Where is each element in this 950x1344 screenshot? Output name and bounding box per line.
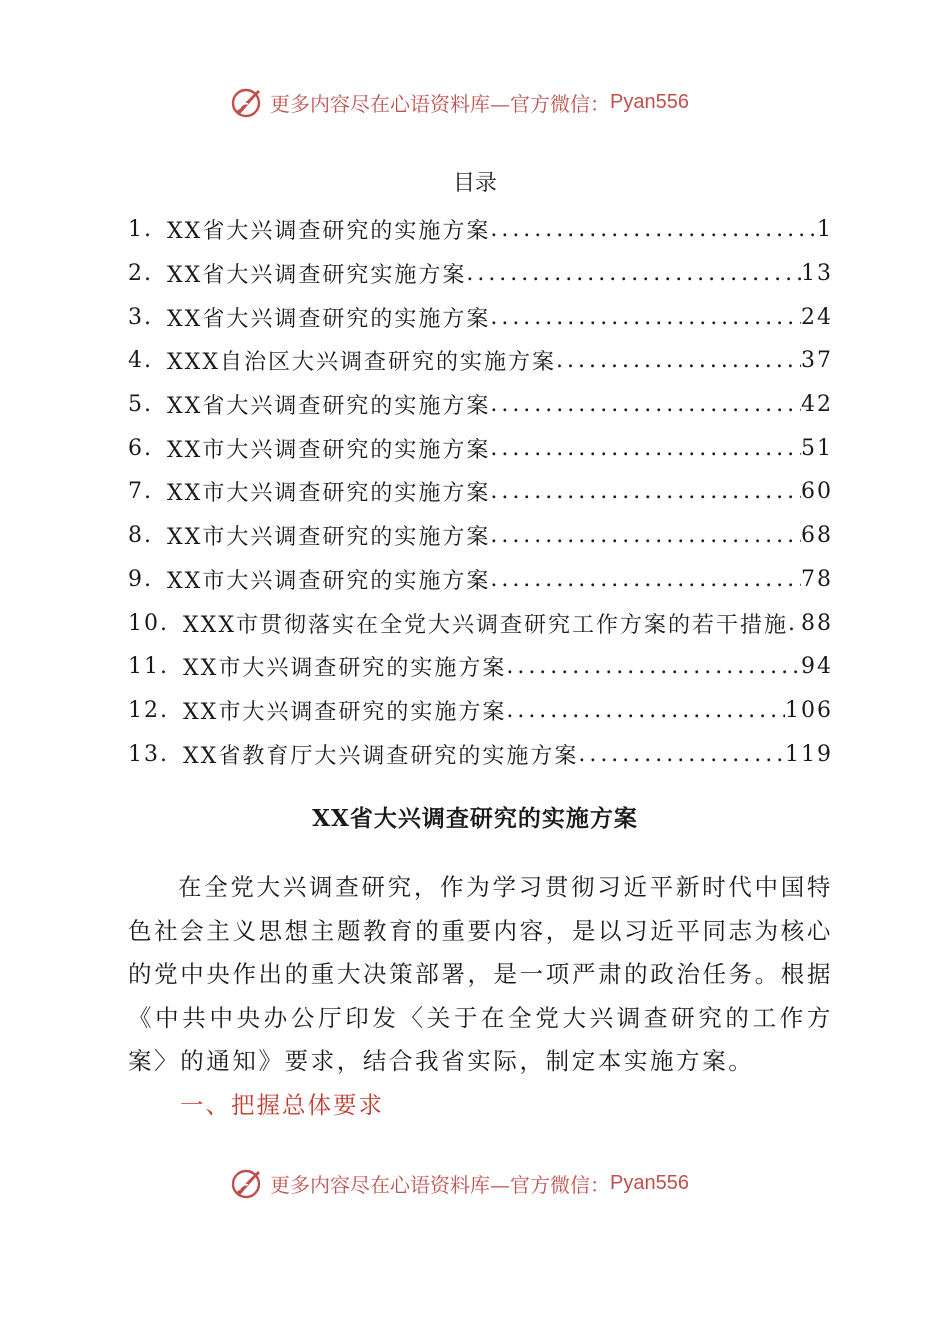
banner-text: 更多内容尽在心语资料库—官方微信：: [270, 91, 610, 116]
toc-entry[interactable]: [128, 470, 833, 514]
toc-entry-title: XX市大兴调查研究的实施方案: [167, 525, 491, 551]
toc-entry-number: 7.: [128, 479, 153, 505]
toc-entry-title: XX市大兴调查研究的实施方案: [183, 699, 507, 725]
toc-entry-page: 88: [801, 610, 833, 636]
section-heading: 一、把握总体要求: [180, 1091, 384, 1119]
toc-entry-title: XX省教育厅大兴调查研究的实施方案: [183, 743, 579, 769]
toc-entry-number: 8.: [128, 523, 153, 549]
toc-leader-dots: [490, 479, 801, 504]
toc-entry-page: 119: [785, 741, 833, 767]
toc-entry[interactable]: [128, 295, 833, 339]
toc-entry[interactable]: [128, 601, 833, 645]
toc-entry-number: 13.: [128, 741, 169, 767]
toc-leader-dots: [556, 348, 801, 373]
toc-entry-page: 13: [801, 261, 833, 287]
wechat-id: Pyan556: [610, 1171, 689, 1194]
toc-entry[interactable]: [128, 732, 833, 776]
toc-leader-dots: [578, 742, 785, 767]
body-paragraph: 在全党大兴调查研究，作为学习贯彻习近平新时代中国特色社会主义思想主题教育的重要内容，是以习近平同志为核心的党中央作出的重大决策部署，是一项严肃的政治任务。根据《中共中央办公厅印发〈关于在全党大兴调查研究的工作方案〉的通知》要求，结合我省实际，制定本实施方案。: [128, 873, 833, 1076]
toc-leader-dots: [466, 261, 801, 286]
toc-leader-dots: [490, 392, 801, 417]
pen-logo-icon: [230, 1165, 266, 1201]
toc-list: [128, 208, 833, 776]
toc-entry-number: 2.: [128, 261, 153, 287]
toc-entry-page: 42: [801, 392, 833, 418]
toc-leader-dots: [788, 611, 801, 636]
toc-entry-number: 12.: [128, 697, 169, 723]
footer-banner: [230, 1163, 689, 1203]
toc-entry-page: 37: [801, 348, 833, 374]
toc-entry-page: 78: [801, 566, 833, 592]
toc-entry-title: XX市大兴调查研究的实施方案: [167, 568, 491, 594]
toc-entry[interactable]: [128, 208, 833, 252]
toc-entry-number: 5.: [128, 392, 153, 418]
toc-entry-title: XX省大兴调查研究的实施方案: [167, 394, 491, 420]
toc-entry-page: 94: [801, 654, 833, 680]
toc-entry-page: 1: [817, 217, 833, 243]
toc-entry[interactable]: [128, 383, 833, 427]
wechat-id: Pyan556: [610, 90, 689, 113]
toc-entry-page: 68: [801, 523, 833, 549]
pen-logo-icon: [230, 84, 266, 120]
toc-entry-title: XX省大兴调查研究实施方案: [167, 263, 467, 289]
banner-text: 更多内容尽在心语资料库—官方微信：: [270, 1172, 610, 1197]
header-banner: [230, 82, 689, 122]
toc-leader-dots: [490, 305, 801, 330]
toc-entry-number: 4.: [128, 348, 153, 374]
toc-entry-page: 60: [801, 479, 833, 505]
toc-entry-page: 106: [785, 697, 833, 723]
toc-entry-title: XXX自治区大兴调查研究的实施方案: [167, 350, 556, 376]
toc-leader-dots: [506, 654, 801, 679]
toc-entry-number: 1.: [128, 217, 153, 243]
toc-entry-title: XX市大兴调查研究的实施方案: [183, 656, 507, 682]
toc-entry-title: XX省大兴调查研究的实施方案: [167, 306, 491, 332]
toc-entry-number: 11.: [128, 654, 169, 680]
toc-entry-page: 51: [801, 435, 833, 461]
toc-entry[interactable]: [128, 645, 833, 689]
toc-leader-dots: [506, 698, 785, 723]
toc-entry[interactable]: [128, 689, 833, 733]
toc-entry-title: XX市大兴调查研究的实施方案: [167, 437, 491, 463]
document-title: XX省大兴调查研究的实施方案: [312, 805, 638, 832]
toc-entry[interactable]: [128, 252, 833, 296]
toc-leader-dots: [490, 436, 801, 461]
toc-entry[interactable]: [128, 426, 833, 470]
toc-entry-number: 3.: [128, 304, 153, 330]
toc-title: 目录: [452, 171, 497, 196]
toc-entry[interactable]: [128, 339, 833, 383]
toc-entry[interactable]: [128, 514, 833, 558]
toc-entry-number: 10.: [128, 610, 169, 636]
toc-entry-title: XX省大兴调查研究的实施方案: [167, 219, 491, 245]
toc-leader-dots: [490, 217, 817, 242]
toc-entry-number: 6.: [128, 435, 153, 461]
toc-entry-number: 9.: [128, 566, 153, 592]
toc-entry[interactable]: [128, 558, 833, 602]
toc-leader-dots: [490, 567, 801, 592]
toc-entry-title: XX市大兴调查研究的实施方案: [167, 481, 491, 507]
toc-entry-page: 24: [801, 304, 833, 330]
toc-leader-dots: [490, 523, 801, 548]
toc-entry-title: XXX市贯彻落实在全党大兴调查研究工作方案的若干措施: [183, 612, 788, 638]
